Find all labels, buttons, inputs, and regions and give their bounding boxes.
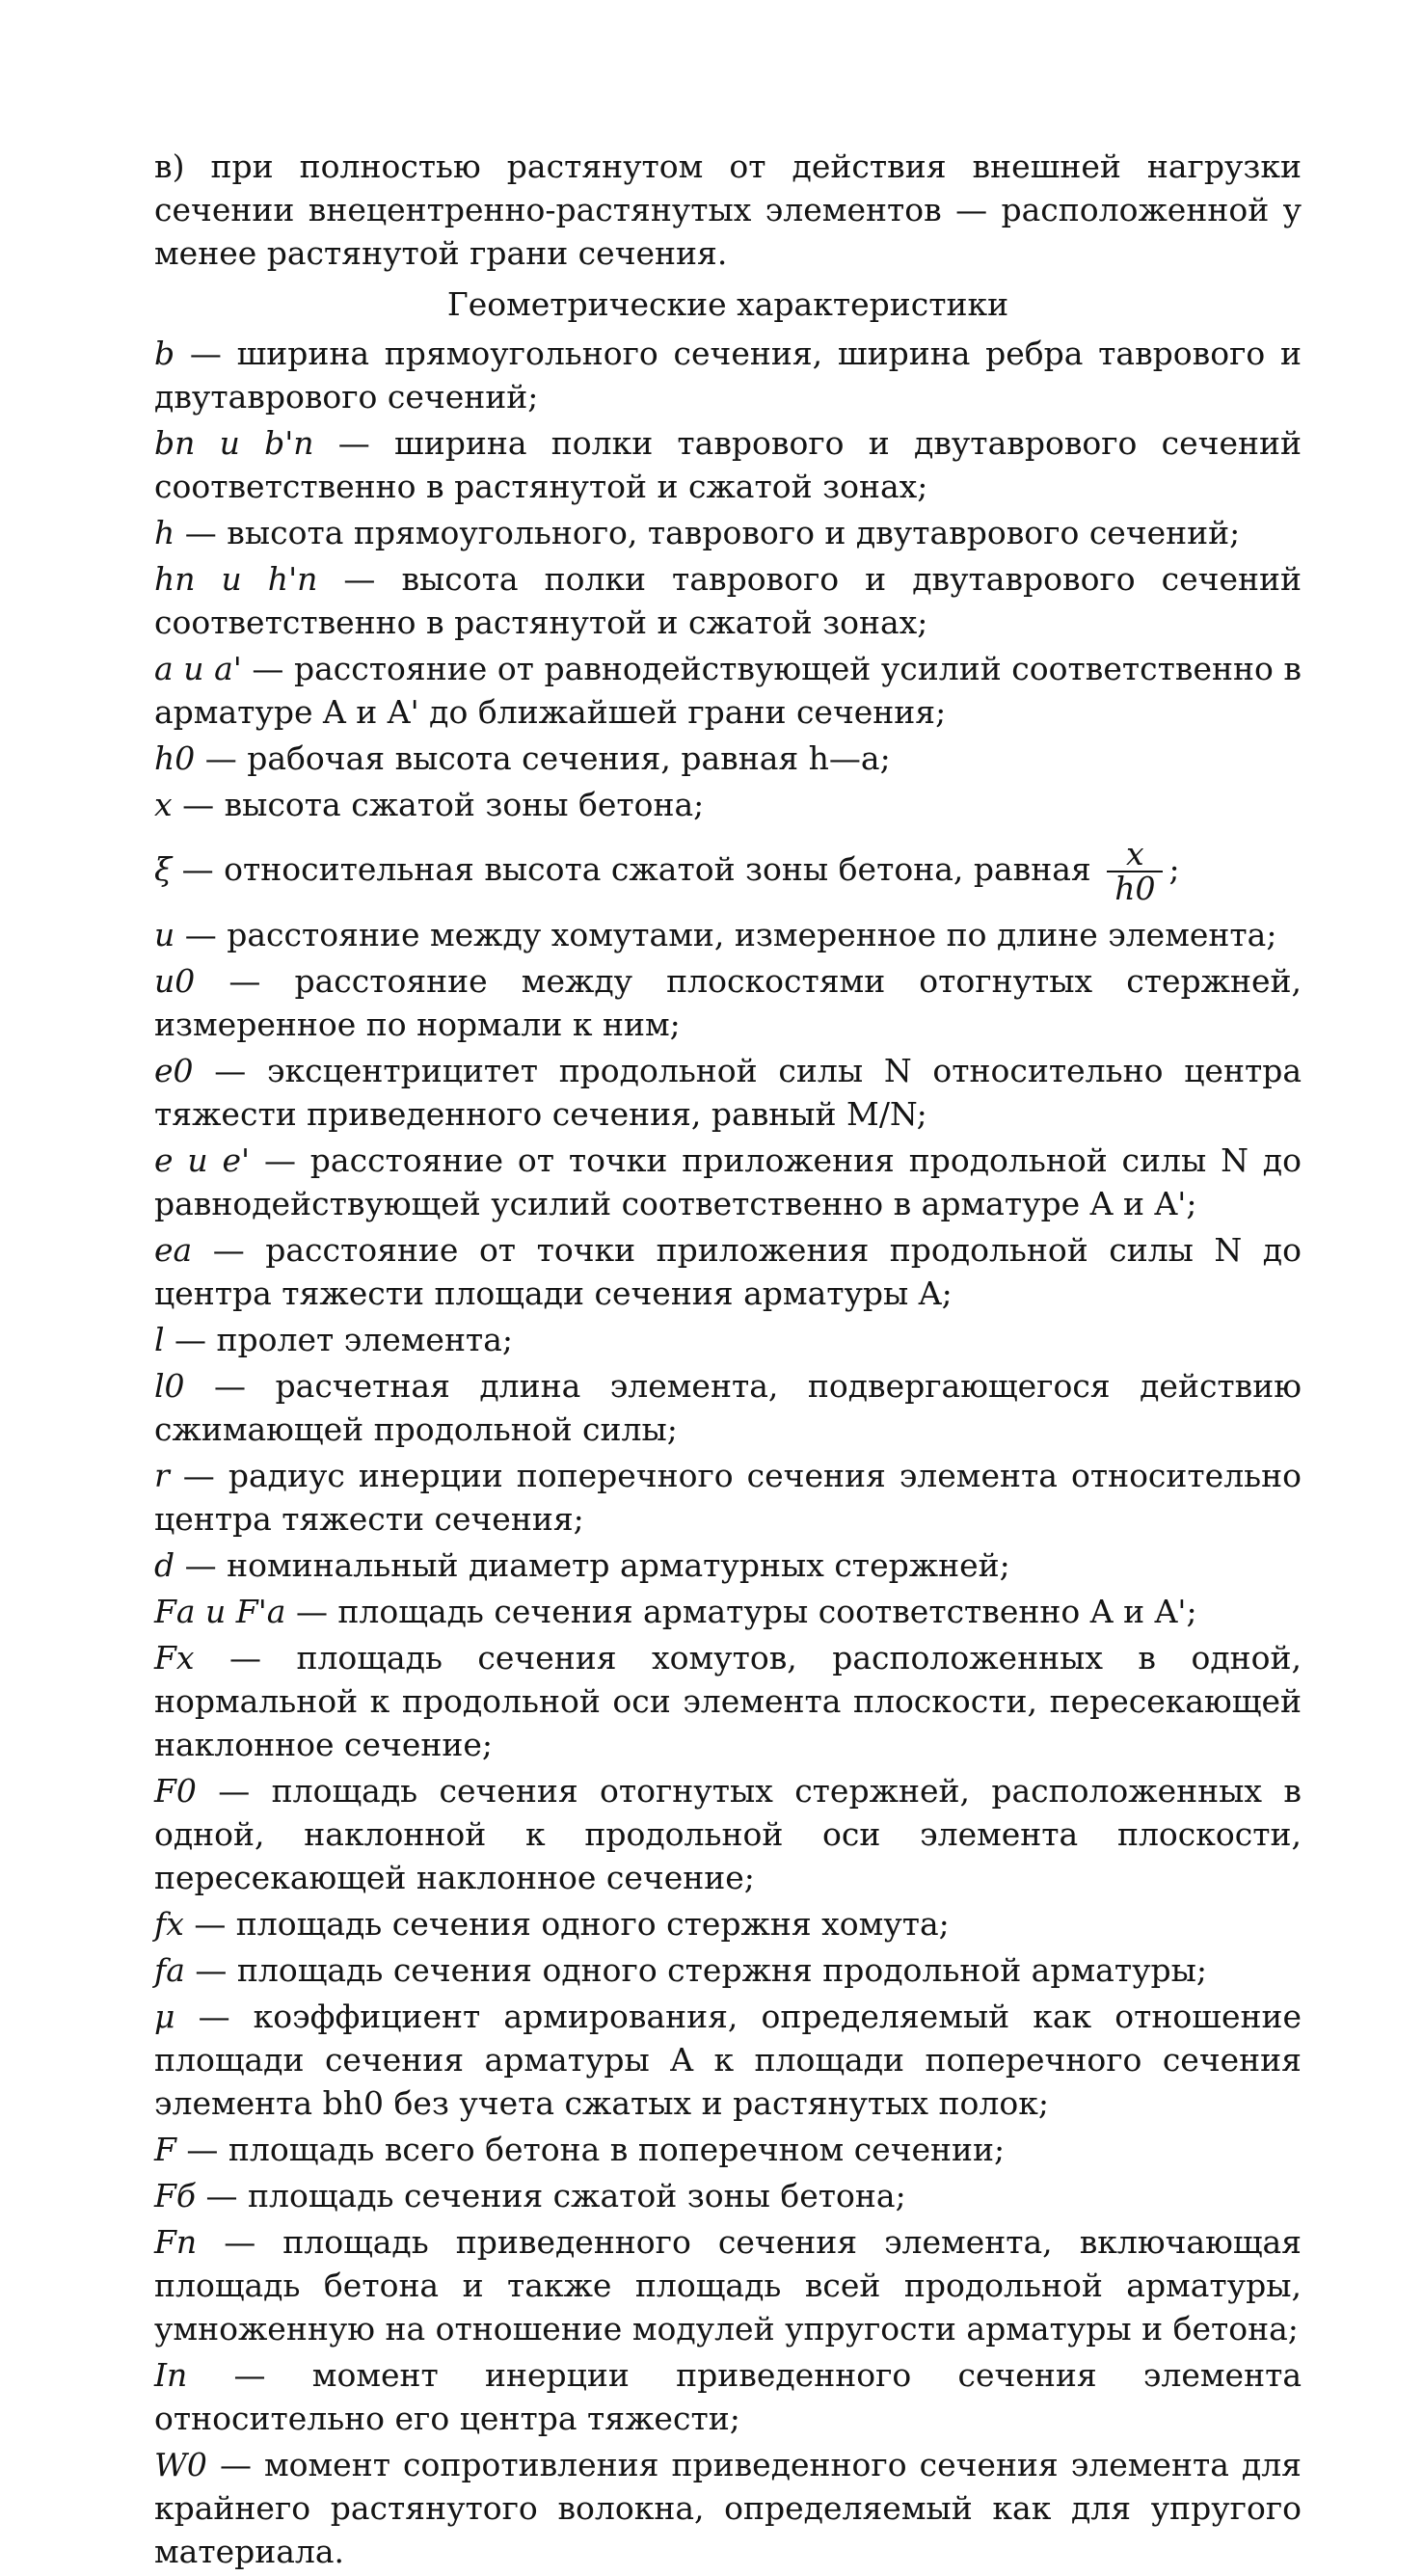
fraction: [1107, 835, 1163, 907]
definition-entry: [154, 1995, 1302, 2125]
definition-entry: [154, 1543, 1302, 1587]
definition-entry: [154, 913, 1302, 956]
fraction-denominator: h0: [1114, 870, 1156, 907]
symbol: F0: [154, 1772, 197, 1810]
definition-entry: [154, 1636, 1302, 1766]
fraction-tail: ;: [1168, 850, 1180, 888]
definition-entry: [154, 1769, 1302, 1899]
symbol: e и e': [154, 1141, 251, 1179]
definitions-list-2: [154, 913, 1302, 2573]
symbol: l0: [154, 1367, 185, 1405]
definition-entry: [154, 1318, 1302, 1361]
definition-text: — высота сжатой зоны бетона;: [172, 786, 705, 823]
definition-text: — площадь сечения одного стержня хомута;: [183, 1905, 950, 1943]
definition-entry: [154, 2128, 1302, 2171]
definition-text: — расчетная длина элемента, подвергающегося действию сжимающей продольной силы;: [154, 1367, 1302, 1448]
definition-text: — пролет элемента;: [164, 1321, 513, 1358]
intro-paragraph: в) при полностью растянутом от действия внешней нагрузки сечении внецентренно-растянутых элементов — расположенной у менее растянутой грани сечения.: [154, 148, 1302, 272]
symbol: eа: [154, 1231, 193, 1269]
definition-text: — относительная высота сжатой зоны бетона, равная: [172, 850, 1091, 888]
definition-text: — площадь сечения хомутов, расположенных в одной, нормальной к продольной оси элемента плоскости, пересекающей наклонное сечение;: [154, 1639, 1302, 1763]
symbol: Fп: [154, 2223, 198, 2261]
symbol: W0: [154, 2446, 207, 2483]
symbol: Fх: [154, 1639, 195, 1677]
definition-entry: [154, 2220, 1302, 2350]
section-heading: Геометрические характеристики: [446, 285, 1009, 323]
definition-entry: [154, 557, 1302, 644]
definition-entry: [154, 1139, 1302, 1225]
definition-text: — момент инерции приведенного сечения элемента относительно его центра тяжести;: [154, 2356, 1302, 2437]
definition-entry: [154, 647, 1302, 734]
definition-entry: [154, 959, 1302, 1046]
definition-entry: [154, 511, 1302, 554]
definition-entry: [154, 1454, 1302, 1541]
symbol: r: [154, 1457, 170, 1494]
symbol: fх: [154, 1905, 184, 1943]
fraction-numerator: x: [1107, 838, 1163, 872]
definition-entry: [154, 1364, 1302, 1451]
symbol: l: [154, 1321, 165, 1358]
definitions-list-1: [154, 332, 1302, 826]
definition-text: — момент сопротивления приведенного сечения элемента для крайнего растянутого волокна, определяемый как для упругого материала.: [154, 2446, 1302, 2570]
definition-entry: [154, 783, 1302, 826]
symbol: u: [154, 916, 175, 953]
symbol: fа: [154, 1951, 185, 1989]
xi-definition: [154, 835, 1302, 907]
symbol: Fа и F'а: [154, 1593, 286, 1630]
definition-entry: [154, 421, 1302, 508]
definition-entry: [154, 737, 1302, 780]
definition-text: — расстояние между хомутами, измеренное по длине элемента;: [175, 916, 1277, 953]
definition-entry: [154, 2174, 1302, 2217]
definition-text: — площадь сечения отогнутых стержней, расположенных в одной, наклонной к продольной оси элемента плоскости, пересекающей наклонное сечение;: [154, 1772, 1302, 1896]
definition-entry: [154, 1049, 1302, 1136]
definition-text: — площадь сечения одного стержня продольной арматуры;: [184, 1951, 1207, 1989]
definition-entry: [154, 1948, 1302, 1992]
definition-text: — эксцентрицитет продольной силы N относительно центра тяжести приведенного сечения, равный M/N;: [154, 1052, 1302, 1133]
symbol: F: [154, 2131, 176, 2168]
symbol: Iп: [154, 2356, 188, 2394]
definition-text: — площадь сечения сжатой зоны бетона;: [196, 2177, 906, 2214]
symbol: bп и b'п: [154, 424, 314, 462]
definition-text: — высота прямоугольного, таврового и двутаврового сечений;: [175, 514, 1241, 551]
symbol: ξ: [154, 850, 173, 888]
symbol: Fб: [154, 2177, 197, 2214]
definition-text: — площадь приведенного сечения элемента, включающая площадь бетона и также площадь всей продольной арматуры, умноженную на отношение модулей упругости арматуры и бетона;: [154, 2223, 1302, 2348]
symbol: d: [154, 1546, 175, 1584]
symbol: hп и h'п: [154, 560, 318, 598]
definition-entry: [154, 332, 1302, 418]
definition-text: — радиус инерции поперечного сечения элемента относительно центра тяжести сечения;: [154, 1457, 1302, 1538]
definition-text: — площадь сечения арматуры соответственно A и A';: [285, 1593, 1197, 1630]
definition-text: — площадь всего бетона в поперечном сечении;: [175, 2131, 1006, 2168]
symbol: μ: [154, 1998, 175, 2035]
definition-entry: [154, 1590, 1302, 1633]
symbol: e0: [154, 1052, 194, 1089]
symbol: u0: [154, 962, 196, 1000]
definition-entry: [154, 2353, 1302, 2440]
definition-text: — высота полки таврового и двутаврового сечений соответственно в растянутой и сжатой зонах;: [154, 560, 1302, 641]
definition-text: — расстояние от точки приложения продольной силы N до равнодействующей усилий соответственно в арматуре A и A';: [154, 1141, 1302, 1222]
definition-text: — ширина полки таврового и двутаврового сечений соответственно в растянутой и сжатой зонах;: [154, 424, 1302, 505]
definition-text: — расстояние между плоскостями отогнутых стержней, измеренное по нормали к ним;: [154, 962, 1302, 1043]
symbol: b: [154, 335, 175, 372]
definition-text: — расстояние от равнодействующей усилий соответственно в арматуре A и A' до ближайшей грани сечения;: [154, 650, 1302, 731]
definition-text: — коэффициент армирования, определяемый как отношение площади сечения арматуры A к площади поперечного сечения элемента bh0 без учета сжатых и растянутых полок;: [154, 1998, 1302, 2122]
symbol: a и a': [154, 650, 242, 687]
symbol: x: [154, 786, 173, 823]
symbol: h: [154, 514, 175, 551]
definition-entry: [154, 1902, 1302, 1945]
document-page: [154, 145, 1302, 2576]
symbol: h0: [154, 739, 196, 777]
definition-text: — ширина прямоугольного сечения, ширина ребра таврового и двутаврового сечений;: [154, 335, 1302, 416]
definition-entry: [154, 2443, 1302, 2573]
definition-entry: [154, 1228, 1302, 1315]
definition-text: — расстояние от точки приложения продольной силы N до центра тяжести площади сечения арматуры A;: [154, 1231, 1302, 1312]
definition-text: — рабочая высота сечения, равная h—a;: [195, 739, 891, 777]
definition-text: — номинальный диаметр арматурных стержней;: [175, 1546, 1010, 1584]
